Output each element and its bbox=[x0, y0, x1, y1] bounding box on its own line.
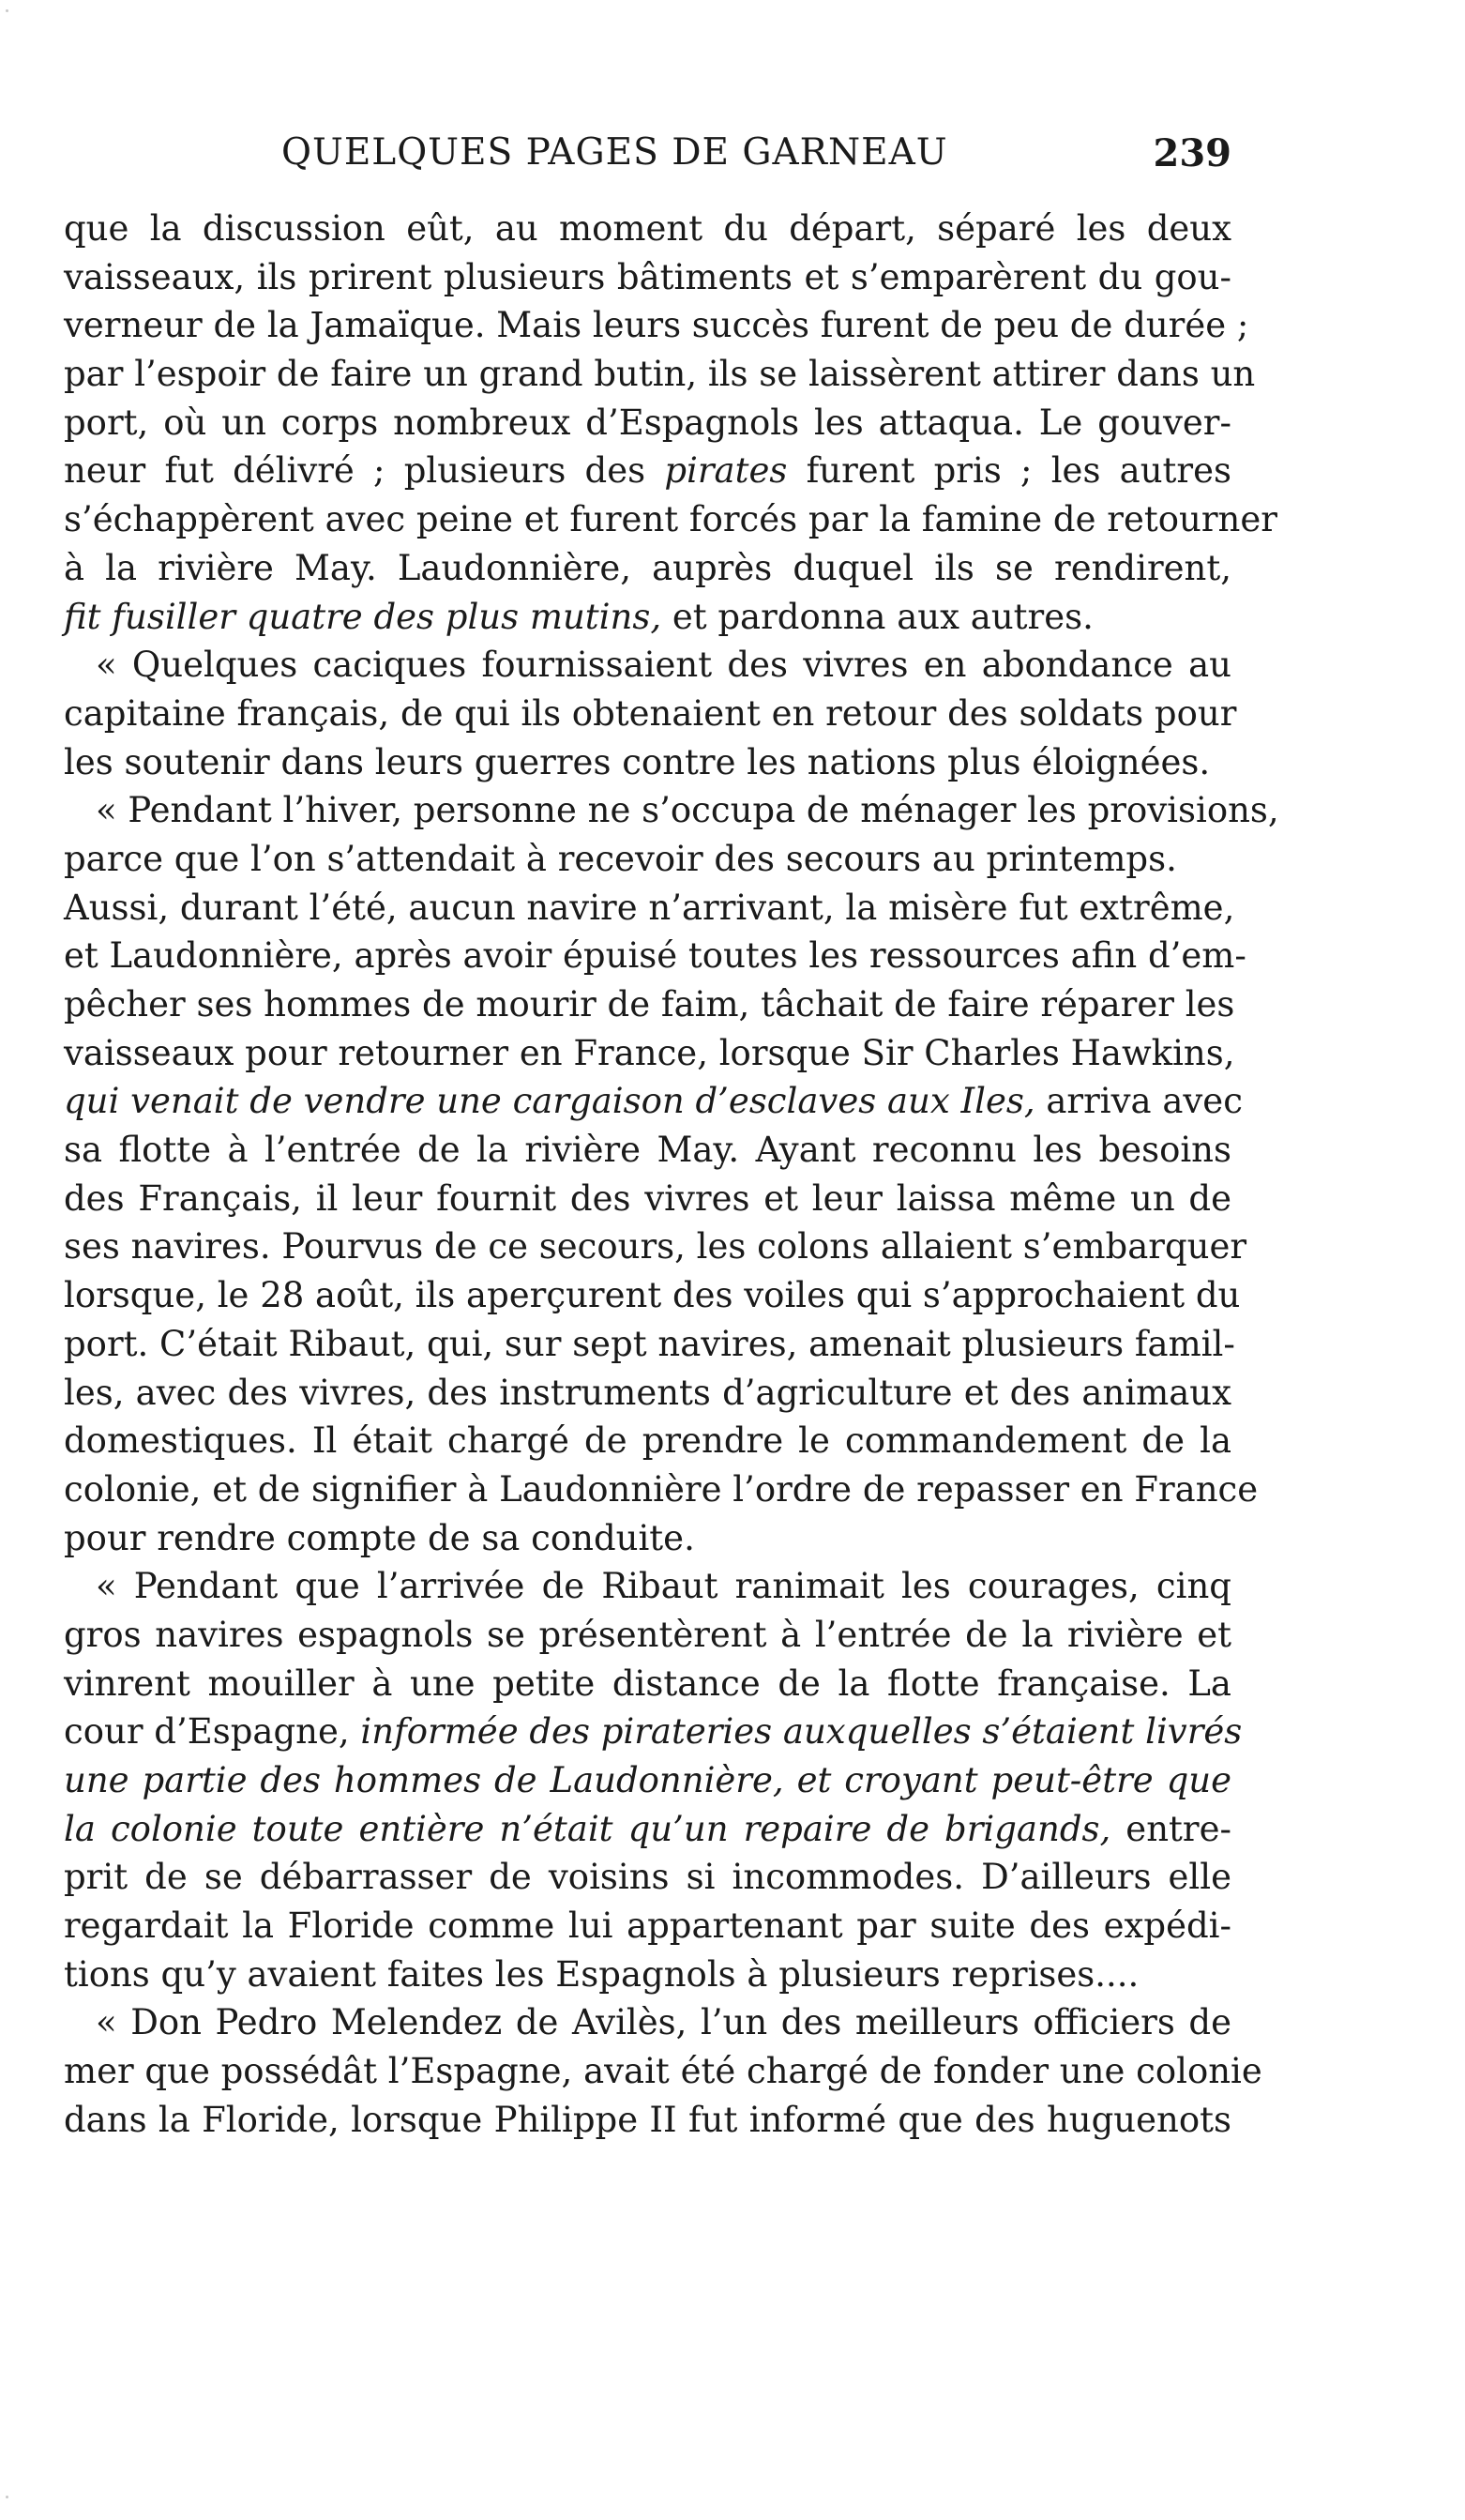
italic-text-segment: informée des pirateries auxquelles s’étaient livrés bbox=[360, 1711, 1243, 1753]
text-line bbox=[64, 1465, 1259, 1514]
text-segment: mer que possédât l’Espagne, avait été chargé de fonder une colonie bbox=[64, 2051, 1262, 2092]
text-line bbox=[64, 1611, 1231, 1660]
text-line bbox=[64, 1126, 1231, 1175]
text-segment: verneur de la Jamaïque. Mais leurs succès furent de peu de durée ; bbox=[64, 305, 1249, 346]
italic-text-segment: une partie des hommes de Laudonnière, et croyant peut-être que bbox=[64, 1760, 1231, 1800]
margin-speck bbox=[6, 2496, 8, 2498]
text-line bbox=[64, 2047, 1262, 2096]
text-line bbox=[64, 301, 1249, 350]
text-segment: « Pendant que l’arrivée de Ribaut ranimait les courages, cinq bbox=[96, 1566, 1231, 1607]
text-segment: vinrent mouiller à une petite distance de la flotte française. La bbox=[64, 1662, 1231, 1704]
text-segment: et Laudonnière, après avoir épuisé toutes les ressources afin d’em- bbox=[64, 935, 1246, 977]
text-segment: domestiques. Il était chargé de prendre le commandement de la bbox=[64, 1420, 1231, 1462]
text-line bbox=[64, 1175, 1231, 1223]
margin-speck bbox=[6, 9, 8, 12]
text-segment: arriva avec bbox=[1035, 1081, 1243, 1122]
text-line bbox=[64, 1998, 1231, 2047]
text-segment: entre- bbox=[1110, 1808, 1231, 1849]
text-segment: Aussi, durant l’été, aucun navire n’arrivant, la misère fut extrême, bbox=[64, 887, 1235, 928]
text-segment: et pardonna aux autres. bbox=[661, 596, 1094, 637]
text-line bbox=[64, 1805, 1231, 1854]
text-line bbox=[64, 690, 1237, 738]
text-line bbox=[64, 1077, 1243, 1126]
text-line bbox=[64, 205, 1231, 253]
text-line bbox=[64, 399, 1231, 448]
text-line bbox=[64, 641, 1231, 690]
text-segment: ses navires. Pourvus de ce secours, les colons allaient s’embarquer bbox=[64, 1226, 1247, 1268]
text-line bbox=[64, 884, 1235, 933]
text-line bbox=[64, 1902, 1231, 1951]
text-line bbox=[64, 1514, 1231, 1563]
text-segment: « Pendant l’hiver, personne ne s’occupa de ménager les provisions, bbox=[96, 790, 1279, 831]
text-segment: regardait la Floride comme lui appartenant par suite des expédi- bbox=[64, 1905, 1231, 1947]
italic-text-segment: pirates bbox=[664, 450, 788, 492]
italic-text-segment: qui venait de vendre une cargaison d’esclaves aux Iles, bbox=[64, 1081, 1035, 1122]
text-segment: les, avec des vivres, des instruments d’agriculture et des animaux bbox=[64, 1372, 1231, 1413]
text-line bbox=[64, 593, 1231, 642]
text-line bbox=[64, 1708, 1243, 1756]
text-line bbox=[64, 1756, 1231, 1805]
text-line bbox=[64, 786, 1279, 835]
text-segment: des Français, il leur fournit des vivres et leur laissa même un de bbox=[64, 1177, 1231, 1219]
text-segment: s’échappèrent avec peine et furent forcés par la famine de retourner bbox=[64, 499, 1277, 540]
text-segment: vaisseaux pour retourner en France, lorsque Sir Charles Hawkins, bbox=[64, 1032, 1235, 1073]
text-line bbox=[64, 544, 1231, 593]
text-line bbox=[64, 835, 1231, 884]
text-segment: gros navires espagnols se présentèrent à l’entrée de la rivière et bbox=[64, 1614, 1231, 1655]
text-segment: les soutenir dans leurs guerres contre les nations plus éloignées. bbox=[64, 741, 1211, 782]
text-segment: « Quelques caciques fournissaient des vivres en abondance au bbox=[96, 645, 1231, 686]
text-line bbox=[64, 980, 1235, 1029]
text-segment: que la discussion eût, au moment du départ, séparé les deux bbox=[64, 208, 1231, 249]
text-segment: capitaine français, de qui ils obtenaient en retour des soldats pour bbox=[64, 692, 1237, 734]
text-segment: lorsque, le 28 août, ils aperçurent des voiles qui s’approchaient du bbox=[64, 1275, 1241, 1316]
text-segment: prit de se débarrasser de voisins si incommodes. D’ailleurs elle bbox=[64, 1857, 1231, 1898]
text-line bbox=[64, 350, 1256, 399]
text-segment: port. C’était Ribaut, qui, sur sept navires, amenait plusieurs famil- bbox=[64, 1323, 1235, 1364]
text-line bbox=[64, 2096, 1231, 2145]
text-segment: pêcher ses hommes de mourir de faim, tâchait de faire réparer les bbox=[64, 984, 1235, 1025]
text-segment: neur fut délivré ; plusieurs des bbox=[64, 450, 665, 492]
text-line bbox=[64, 932, 1246, 980]
page-number: 239 bbox=[1153, 131, 1231, 175]
italic-text-segment: fit fusiller quatre des plus mutins, bbox=[64, 596, 662, 637]
text-segment: pour rendre compte de sa conduite. bbox=[64, 1517, 695, 1558]
text-segment: « Don Pedro Melendez de Avilès, l’un des meilleurs officiers de bbox=[96, 2002, 1231, 2043]
text-line bbox=[64, 1271, 1241, 1320]
text-line bbox=[64, 1417, 1231, 1465]
text-segment: vaisseaux, ils prirent plusieurs bâtiments et s’emparèrent du gou- bbox=[64, 256, 1231, 297]
text-segment: colonie, et de signifier à Laudonnière l’ordre de repasser en France bbox=[64, 1468, 1259, 1510]
text-line bbox=[64, 253, 1231, 302]
text-line bbox=[64, 1222, 1247, 1271]
text-line bbox=[64, 495, 1277, 544]
text-segment: cour d’Espagne, bbox=[64, 1711, 361, 1753]
page-header bbox=[64, 131, 1231, 188]
text-segment: port, où un corps nombreux d’Espagnols les attaqua. Le gouver- bbox=[64, 402, 1231, 443]
text-segment: parce que l’on s’attendait à recevoir des secours au printemps. bbox=[64, 838, 1177, 879]
text-line bbox=[64, 1320, 1235, 1369]
page-body-text bbox=[64, 205, 1279, 2145]
text-segment: par l’espoir de faire un grand butin, ils se laissèrent attirer dans un bbox=[64, 354, 1256, 395]
text-line bbox=[64, 447, 1231, 495]
text-line bbox=[64, 1029, 1235, 1078]
text-line bbox=[64, 1951, 1231, 1999]
running-title: QUELQUES PAGES DE GARNEAU bbox=[281, 131, 948, 174]
text-line bbox=[64, 738, 1231, 787]
text-segment: sa flotte à l’entrée de la rivière May. Ayant reconnu les besoins bbox=[64, 1130, 1231, 1171]
text-segment: dans la Floride, lorsque Philippe II fut informé que des huguenots bbox=[64, 2099, 1231, 2140]
italic-text-segment: la colonie toute entière n’était qu’un repaire de brigands, bbox=[64, 1808, 1111, 1849]
text-segment: tions qu’y avaient faites les Espagnols à plusieurs reprises.... bbox=[64, 1953, 1140, 1995]
text-line bbox=[64, 1853, 1231, 1902]
text-line bbox=[64, 1660, 1231, 1708]
text-segment: furent pris ; les autres bbox=[787, 450, 1231, 492]
text-segment: à la rivière May. Laudonnière, auprès duquel ils se rendirent, bbox=[64, 547, 1231, 588]
text-line bbox=[64, 1562, 1231, 1611]
text-line bbox=[64, 1369, 1231, 1418]
